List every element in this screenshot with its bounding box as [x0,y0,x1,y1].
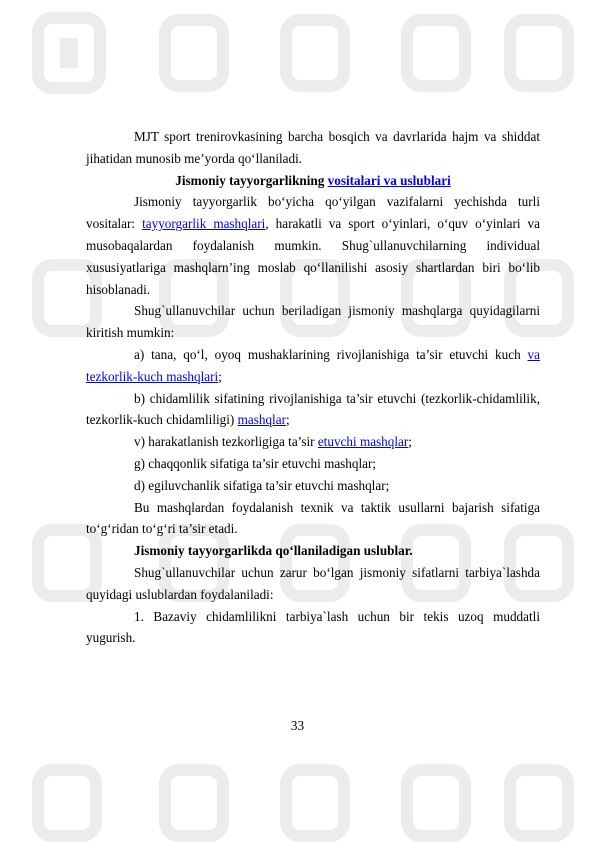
link-means-methods[interactable]: vositalari va uslublari [327,172,451,188]
paragraph-intro: MJT sport trenirovkasining barcha bosqich va davrlarida hajm va shiddat jihatidan munosib me’yorda qo‘llaniladi. [86,129,540,166]
link-affecting-exercises[interactable]: etuvchi mashqlar [317,434,409,450]
link-exercises[interactable]: mashqlar [237,412,286,428]
paragraph-technique-1: 1. Bazaviy chidamlilikni tarbiya`lash uchun bir tekis uzoq muddatli yugurish. [86,608,540,646]
page-number: 33 [290,718,305,733]
link-speed-strength-exercises[interactable]: tezkorlik-kuch mashqlari [86,368,219,384]
link-training-exercises[interactable]: tayyorgarlik mashqlari [142,216,266,232]
text-segment: b) chidamlilik sifatining rivojlanishiga ta’sir etuvchi (tezkorlik-chidamlilik, tezkorlik-kuch chidamliligi) [86,390,540,428]
document-body [86,126,540,649]
list-item-d: d) egiluvchanlik sifatiga ta’sir etuvchi mashqlar; [134,477,390,493]
heading-text: Jismoniy tayyorgarlikning [175,172,328,188]
paragraph-effect: Bu mashqlardan foydalanish texnik va taktik usullarni bajarish sifatiga to‘g‘ridan to‘g‘ri ta’sir etadi. [86,499,540,537]
section-heading-methods [86,170,540,192]
list-item-b [86,388,540,432]
link-va[interactable]: va [527,346,540,362]
text-segment: ; [285,412,290,428]
paragraph-means [86,191,540,300]
text-segment: Jismoniy tayyorgarlik bo‘yicha qo‘yilgan vazifalarni yechishda turli vositalar: [86,194,540,232]
text-segment: ; [408,434,412,450]
text-segment: a) tana, qo‘l, oyoq mushaklarining rivojlanishiga ta’sir etuvchi kuch [134,346,528,362]
text-segment: ; [218,368,222,384]
list-item-a [86,344,540,388]
paragraph-techniques-intro: Shug`ullanuvchilar uchun zarur bo‘lgan jismoniy sifatlarni tarbiya`lashda quyidagi uslublardan foydalaniladi: [86,564,540,602]
text-segment: v) harakatlanish tezkorligiga ta’sir [134,434,318,450]
list-item-g: g) chaqqonlik sifatiga ta’sir etuvchi mashqlar; [134,455,377,471]
text-segment: , harakatli va sport o‘yinlari, o‘quv o‘yinlari va musobaqalardan foydalanish mumkin. Shug`ullanuvchilarning individual xususiyatlariga mashqlarn’ing moslab qo‘llanilishi asosiy shartlardan biri bo‘lib hisoblanadi. [86,216,540,297]
paragraph-exercises-intro: Shug`ullanuvchilar uchun beriladigan jismoniy mashqlarga quyidagilarni kiritish mumkin: [86,303,540,341]
list-item-v [86,431,540,453]
section-heading-techniques: Jismoniy tayyorgarlikda qo‘llaniladigan uslublar. [134,543,413,559]
